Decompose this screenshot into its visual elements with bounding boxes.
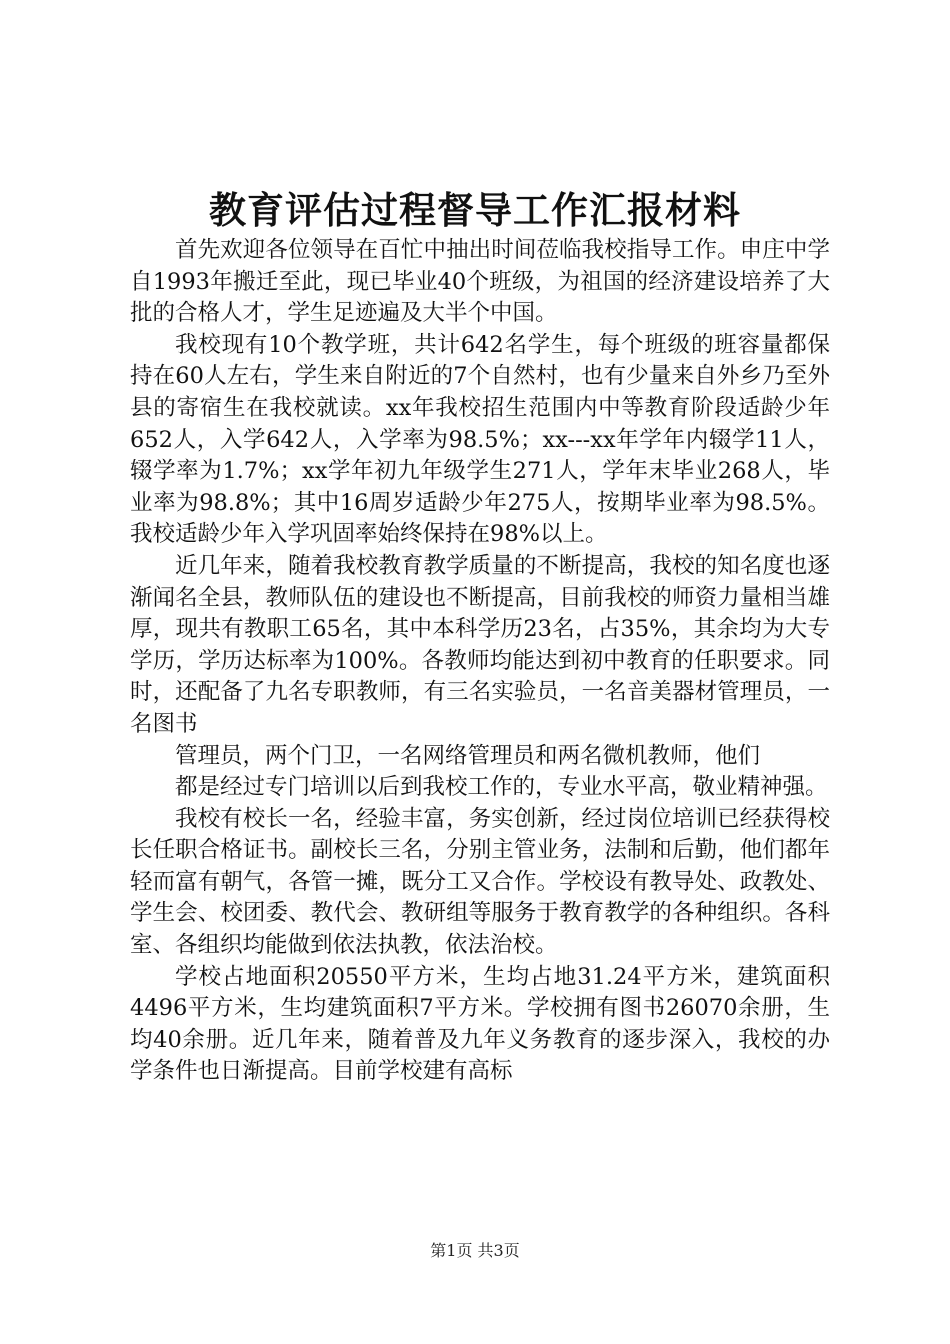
document-body	[130, 235, 830, 1088]
paragraph: 都是经过专门培训以后到我校工作的，专业水平高，敬业精神强。	[175, 774, 828, 801]
paragraph: 学校占地面积20550平方米，生均占地31.24平方米，建筑面积4496平方米，生均建筑面积7平方米。学校拥有图书26070余册，生均40余册。近几年来，随着普及九年义务教育的逐步深入，我校的办学条件也日渐提高。目前学校建有高标	[130, 963, 830, 1085]
paragraph: 我校现有10个教学班，共计642名学生，每个班级的班容量都保持在60人左右，学生来自附近的7个自然村，也有少量来自外乡乃至外县的寄宿生在我校就读。xx年我校招生范围内中等教育阶段适龄少年652人，入学642人，入学率为98.5%；xx---xx年学年内辍学11人，辍学率为1.7%；xx学年初九年级学生271人，学年末毕业268人，毕业率为98.8%；其中16周岁适龄少年275人，按期毕业率为98.5%。我校适龄少年入学巩固率始终保持在98%以上。	[130, 331, 830, 548]
page-footer: 第1页 共3页	[430, 1241, 520, 1260]
paragraph: 首先欢迎各位领导在百忙中抽出时间莅临我校指导工作。申庄中学自1993年搬迁至此，现已毕业40个班级，为祖国的经济建设培养了大批的合格人才，学生足迹遍及大半个中国。	[130, 237, 830, 327]
document-title: 教育评估过程督导工作汇报材料	[209, 188, 741, 232]
paragraph: 我校有校长一名，经验丰富，务实创新，经过岗位培训已经获得校长任职合格证书。副校长三名，分别主管业务，法制和后勤，他们都年轻而富有朝气，各管一摊，既分工又合作。学校设有教导处、政教处、学生会、校团委、教代会、教研组等服务于教育教学的各种组织。各科室、各组织均能做到依法执教，依法治校。	[130, 805, 830, 959]
paragraph: 近几年来，随着我校教育教学质量的不断提高，我校的知名度也逐渐闻名全县，教师队伍的建设也不断提高，目前我校的师资力量相当雄厚，现共有教职工65名，其中本科学历23名，占35%，其余均为大专学历，学历达标率为100%。各教师均能达到初中教育的任职要求。同时，还配备了九名专职教师，有三名实验员，一名音美器材管理员，一名图书	[130, 552, 830, 737]
paragraph: 管理员，两个门卫，一名网络管理员和两名微机教师，他们	[175, 742, 761, 769]
